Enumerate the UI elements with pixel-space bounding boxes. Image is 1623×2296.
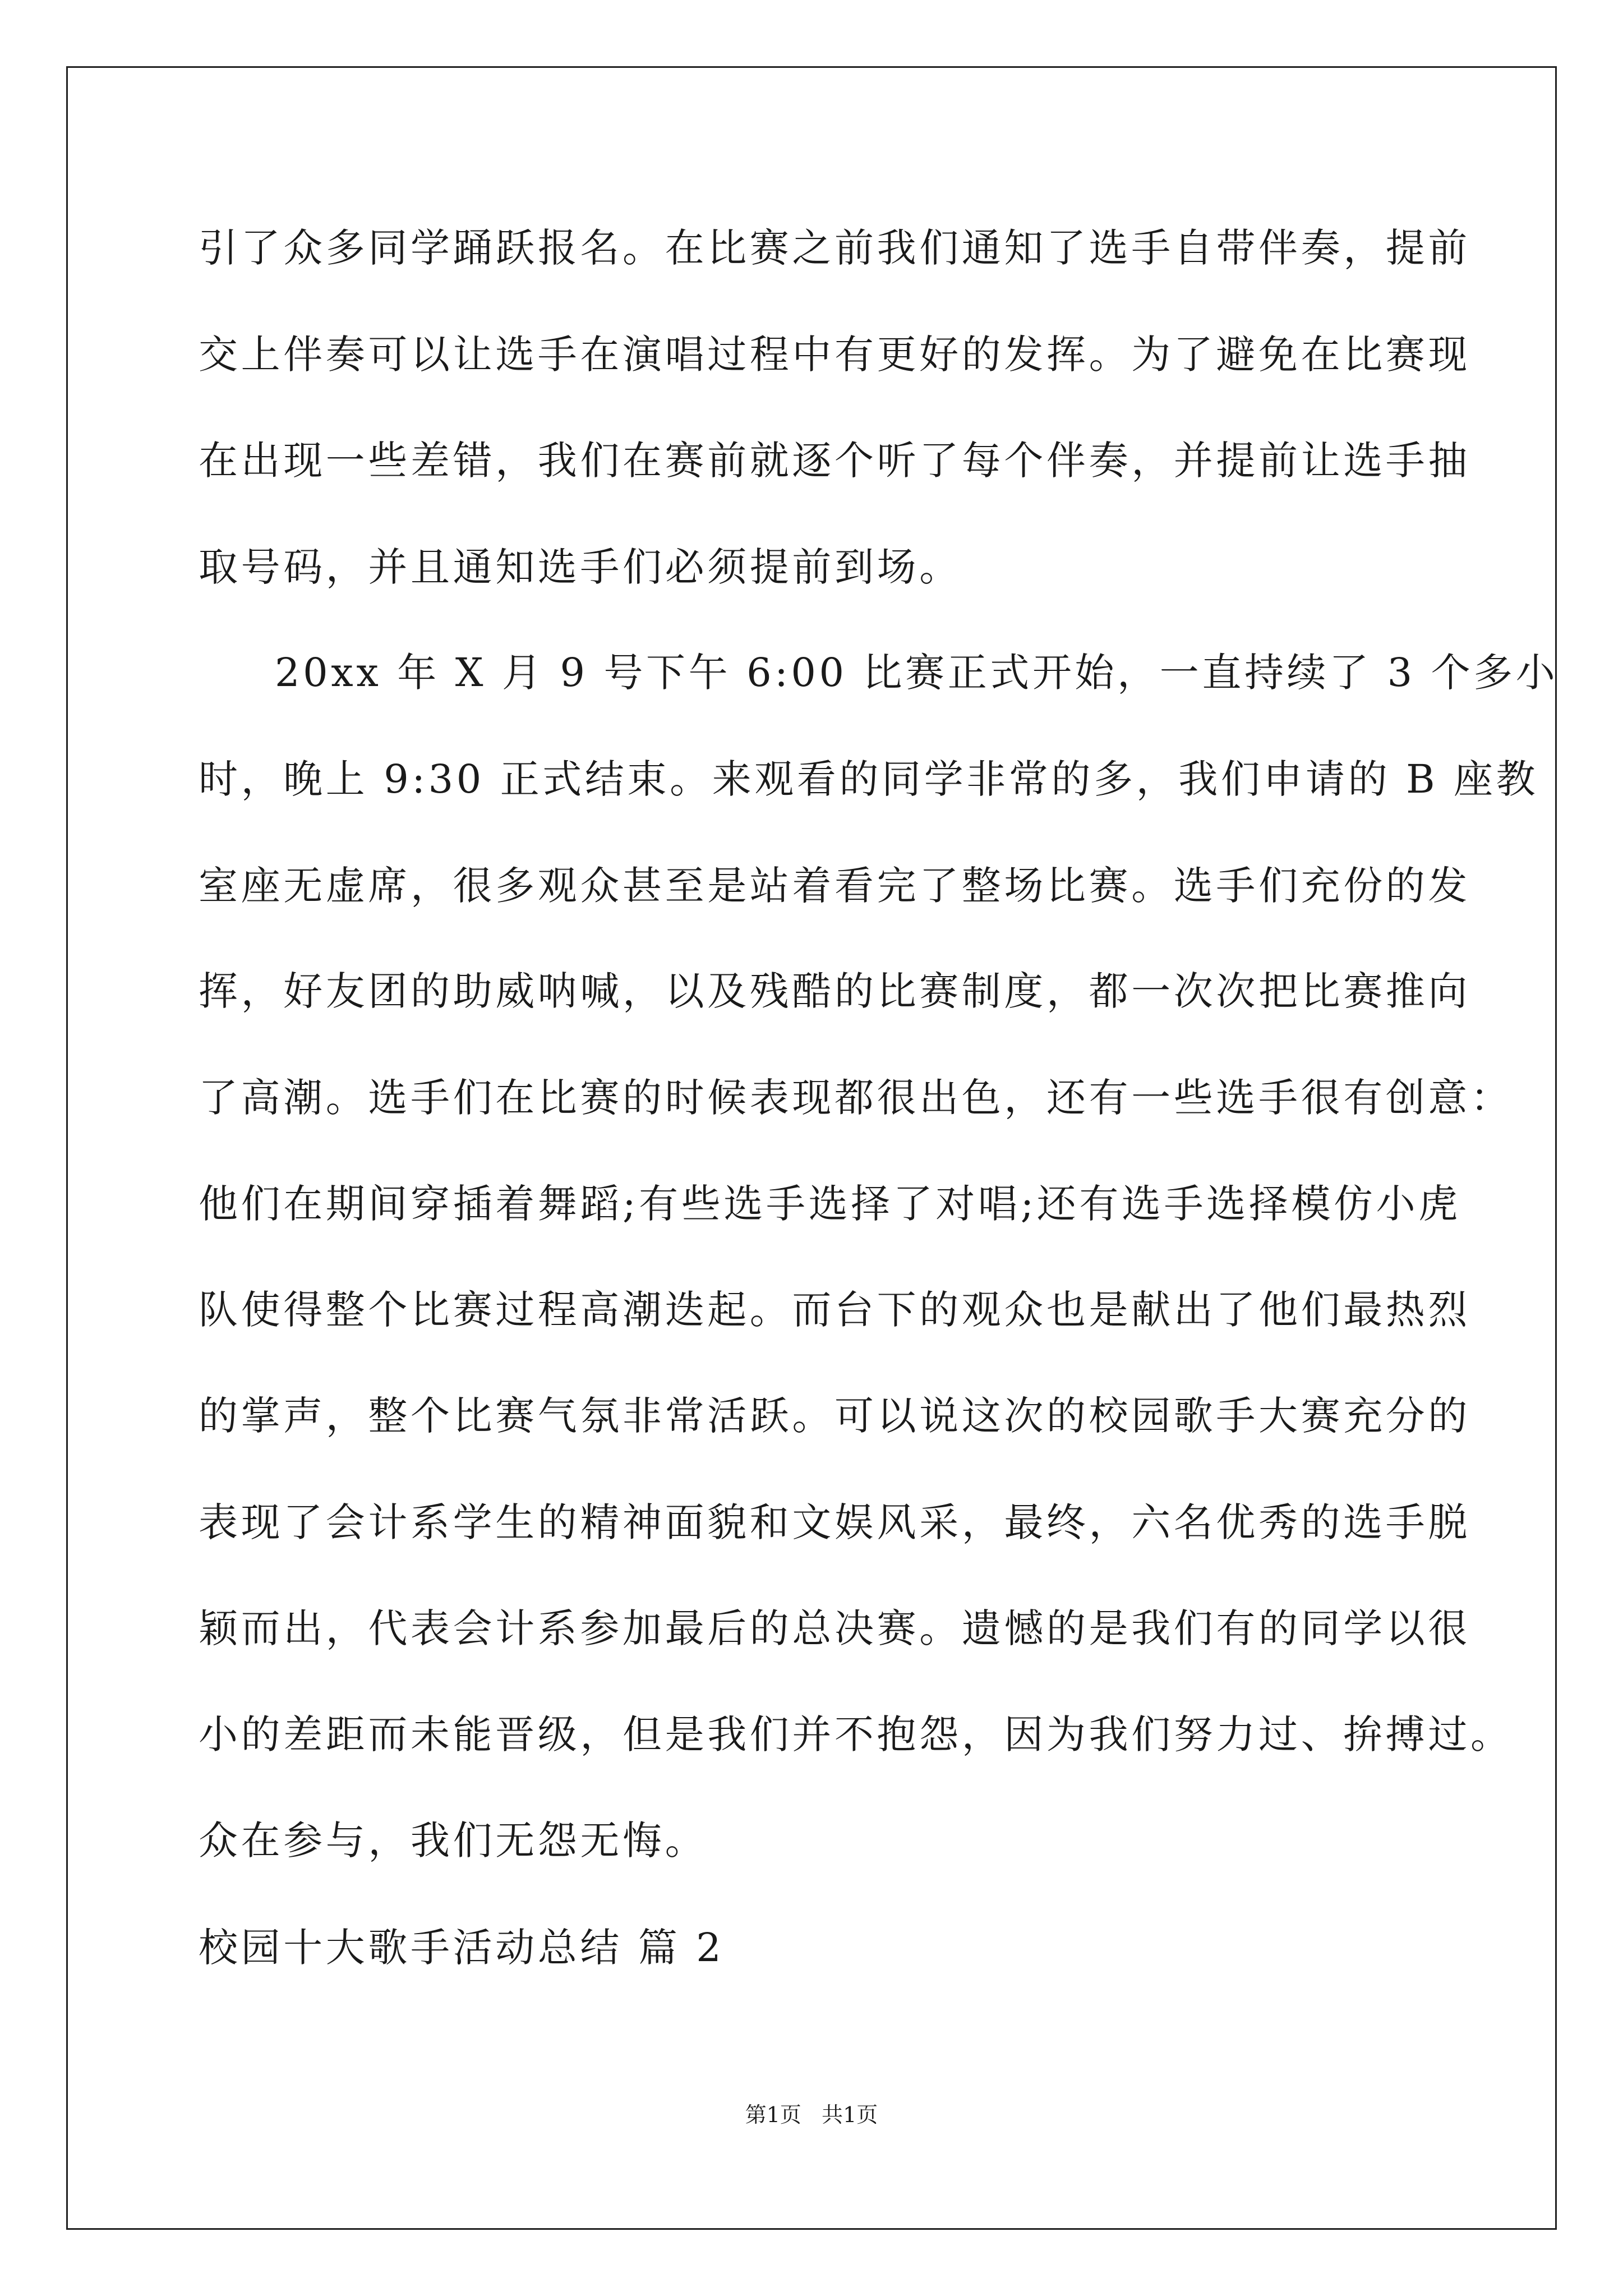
paragraph-2-line-1: 20xx 年 X 月 9 号下午 6:00 比赛正式开始，一直持续了 3 个多小 — [275, 650, 1559, 696]
paragraph-2-line-11: 小的差距而未能晋级，但是我们并不抱怨，因为我们努力过、拚搏过。 — [199, 1711, 1513, 1757]
page-number-footer: 第1页 共1页 — [745, 2102, 878, 2127]
paragraph-1-line-4: 取号码，并且通知选手们必须提前到场。 — [199, 544, 962, 590]
paragraph-2-line-5: 了高潮。选手们在比赛的时候表现都很出色，还有一些选手很有创意： — [199, 1075, 1513, 1121]
paragraph-2-line-12: 众在参与，我们无怨无悔。 — [199, 1818, 708, 1864]
paragraph-1-line-2: 交上伴奏可以让选手在演唱过程中有更好的发挥。为了避免在比赛现 — [199, 332, 1470, 378]
paragraph-2-line-6: 他们在期间穿插着舞蹈;有些选手选择了对唱;还有选手选择模仿小虎 — [199, 1181, 1461, 1227]
paragraph-2-line-9: 表现了会计系学生的精神面貌和文娱风采，最终，六名优秀的选手脱 — [199, 1499, 1470, 1545]
paragraph-2-line-4: 挥，好友团的助威呐喊，以及残酷的比赛制度，都一次次把比赛推向 — [199, 968, 1470, 1014]
paragraph-2-line-3: 室座无虚席，很多观众甚至是站着看完了整场比赛。选手们充份的发 — [199, 863, 1470, 909]
section-heading: 校园十大歌手活动总结 篇 2 — [199, 1925, 725, 1971]
paragraph-1-line-3: 在出现一些差错，我们在赛前就逐个听了每个伴奏，并提前让选手抽 — [199, 438, 1470, 484]
paragraph-2-line-10: 颖而出，代表会计系参加最后的总决赛。遗憾的是我们有的同学以很 — [199, 1605, 1470, 1651]
paragraph-1-line-1: 引了众多同学踊跃报名。在比赛之前我们通知了选手自带伴奏，提前 — [199, 225, 1470, 271]
paragraph-2-line-2: 时，晚上 9:30 正式结束。来观看的同学非常的多，我们申请的 B 座教 — [199, 756, 1539, 802]
paragraph-2-line-8: 的掌声，整个比赛气氛非常活跃。可以说这次的校园歌手大赛充分的 — [199, 1393, 1470, 1439]
page-border — [66, 66, 1557, 2230]
paragraph-2-line-7: 队使得整个比赛过程高潮迭起。而台下的观众也是献出了他们最热烈 — [199, 1287, 1470, 1333]
